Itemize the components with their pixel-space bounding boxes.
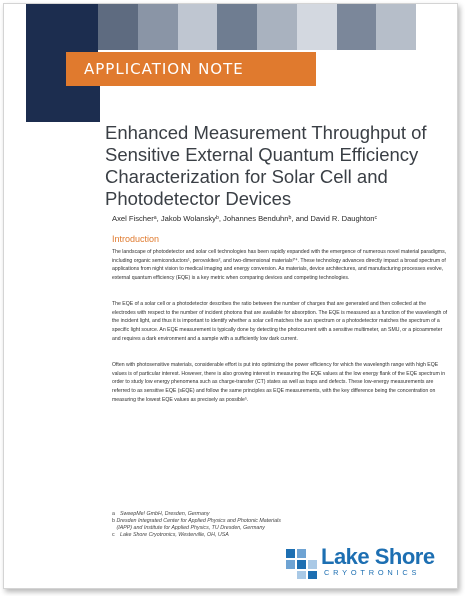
footnote bbox=[112, 511, 292, 518]
intro-paragraph: Often with photosensitive materials, considerable effort is put into optimizing the power efficiency for which the wavelength range with high EQE values is of particular interest. However, there is also growing interest in measuring the EQE values at the low energy flank of the EQE spectrum in order to study low energy phenomena such as charge-transfer (CT) states as well as traps and defects. These low-energy measurements are referred to as sensitive EQE (sEQE) and follow the same principles as EQE measurements, with the key difference being the concentration on measuring the lowest EQE values as precisely as possible⁵. bbox=[112, 362, 446, 403]
footnote-mark: a bbox=[112, 511, 115, 517]
lake-shore-logo-icon bbox=[284, 547, 318, 579]
header-grid-cell bbox=[376, 4, 416, 50]
header-grid-cell bbox=[178, 4, 218, 50]
footnote bbox=[112, 532, 292, 539]
footnote-text: Lake Shore Cryotronics, Westerville, OH, USA bbox=[120, 532, 229, 538]
document-page bbox=[3, 3, 458, 589]
footnote-mark: c bbox=[112, 532, 115, 538]
footnote-mark: b bbox=[112, 518, 115, 524]
header-color-grid bbox=[98, 4, 416, 50]
lake-shore-logo bbox=[284, 544, 454, 579]
header-grid-cell bbox=[257, 4, 297, 50]
header-grid-cell bbox=[297, 4, 337, 50]
section-heading-introduction: Introduction bbox=[112, 234, 160, 244]
header-grid-cell bbox=[98, 4, 138, 50]
application-note-banner: APPLICATION NOTE bbox=[66, 52, 316, 86]
footnote bbox=[112, 518, 292, 532]
header-grid-cell bbox=[217, 4, 257, 50]
intro-paragraph: The EQE of a solar cell or a photodetector describes the ratio between the number of charges that are generated and then collected at the electrodes with respect to the number of incident photons that are available for absorption. The EQE is measured as a function of the wavelength of the incident light, and thus it is important to identify whether a solar cell matches the sun spectrum or a photodetector matches the spectrum of a specific light source. An EQE measurement is typically done by detecting the photocurrent with a sensitive multimeter, an SMU, or a picoammeter and requires a dark environment and a sample with a sufficiently low dark current. bbox=[112, 301, 448, 342]
logo-tagline: CRYOTRONICS bbox=[324, 568, 421, 577]
document-title: Enhanced Measurement Throughput of Sensitive External Quantum Efficiency Characterization for Solar Cell and Photodetector Devices bbox=[105, 122, 427, 209]
footnote-text: SweepMe! GmbH, Dresden, Germany bbox=[120, 511, 210, 517]
intro-paragraph: The landscape of photodetector and solar cell technologies has been rapidly expanded with the emergence of numerous novel material paradigms, including organic semiconductors¹, perovskites², and two-dimensional materials³ʼ⁴. These technology advances directly impact a broad spectrum of applications from night vision to medical imaging and energy conversion. As materials, device architectures, and manufacturing processes evolve, external quantum efficiency (EQE) is a key metric when comparing devices and competing technologies. bbox=[112, 249, 447, 282]
footnote-text: Dresden Integrated Center for Applied Physics and Photonic Materials (IAPP) and Institute for Applied Physics, TU Dresden, Germany bbox=[116, 518, 281, 531]
header-divider bbox=[98, 86, 100, 122]
logo-name: Lake Shore bbox=[321, 544, 435, 569]
affiliation-footnotes bbox=[112, 511, 292, 539]
header-grid-cell bbox=[337, 4, 377, 50]
header-grid-cell bbox=[138, 4, 178, 50]
author-list: Axel Fischerᵃ, Jakob Wolanskyᵇ, Johannes Benduhnᵇ, and David R. Daughtonᶜ bbox=[112, 214, 378, 223]
